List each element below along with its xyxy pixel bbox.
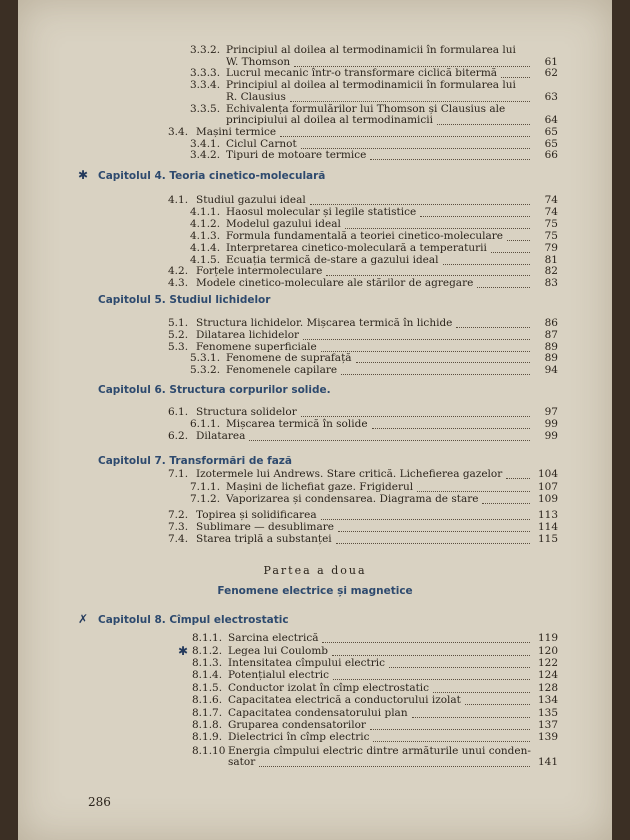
toc-entry-page: 79 <box>544 241 558 254</box>
toc-entry-title: Capacitatea electrică a conductorului izolat <box>228 694 461 706</box>
toc-entry-title: Haosul molecular și legile statistice <box>226 205 417 218</box>
page-number: 286 <box>88 795 111 809</box>
toc-entry-number: 7.1.2. <box>190 493 221 505</box>
dot-leader <box>389 666 530 668</box>
toc-entry-page: 124 <box>537 669 558 681</box>
toc-entry-title: Structura lichidelor. Mișcarea termică în lichide <box>196 317 453 329</box>
toc-entry-page: 75 <box>544 229 558 242</box>
toc-entry-number: 4.1.3. <box>190 229 221 242</box>
toc-entry-page: 63 <box>544 90 558 103</box>
toc-entry-title: Vaporizarea și condensarea. Diagrama de stare <box>226 493 479 505</box>
toc-entry-page: 89 <box>544 340 558 353</box>
toc-entry-page: 81 <box>544 253 558 266</box>
toc-entry-title: Interpretarea cinetico-moleculară a temperaturii <box>226 241 487 254</box>
toc-entry-title: R. Clausius <box>226 90 286 103</box>
toc-entry-title: Izotermele lui Andrews. Stare critică. Lichefierea gazelor <box>196 468 503 480</box>
toc-entry-number: 8.1.3. <box>192 657 223 669</box>
handwritten-mark: ✗ <box>78 612 89 626</box>
dot-leader <box>370 728 530 730</box>
dot-leader <box>356 361 530 363</box>
toc-entry-number: 4.1.5. <box>190 253 221 266</box>
toc-entry-title: Mișcarea termică în solide <box>226 417 368 430</box>
toc-entry-page: 109 <box>537 493 558 505</box>
toc-entry-number: 8.1.4. <box>192 669 223 681</box>
toc-entry-page: 122 <box>537 657 558 669</box>
toc-entry-number: 5.3.2. <box>190 364 221 377</box>
dot-leader <box>259 765 530 767</box>
toc-entry-page: 134 <box>537 694 558 706</box>
dot-leader <box>301 147 530 149</box>
dot-leader <box>301 415 530 417</box>
toc-entry-title: Sarcina electrică <box>228 632 319 644</box>
toc-entry-number: 3.4. <box>168 125 189 138</box>
toc-entry-title: Mașini termice <box>196 125 277 138</box>
toc-entry-number: 4.1. <box>168 194 189 206</box>
dot-leader <box>373 740 530 742</box>
toc-entry-page: 99 <box>544 429 558 442</box>
dot-leader <box>443 263 530 265</box>
toc-entry-title: Gruparea condensatorilor <box>228 719 366 731</box>
toc-entry-page: 65 <box>544 125 558 138</box>
dot-leader <box>507 239 530 241</box>
toc-entry-page: 113 <box>537 509 558 521</box>
toc-entry-title: Modelul gazului ideal <box>226 217 341 230</box>
toc-entry-title: Echivalența formulărilor lui Thomson și Clausius ale <box>226 102 506 115</box>
toc-entry-number: 6.1. <box>168 406 189 418</box>
toc-entry-title: Sublimare — desublimare <box>196 521 334 533</box>
toc-entry-page: 65 <box>544 137 558 150</box>
handwritten-mark: ✱ <box>178 644 189 658</box>
dot-leader <box>326 274 530 276</box>
dot-leader <box>491 251 530 253</box>
dot-leader <box>417 490 530 492</box>
dot-leader <box>322 641 530 643</box>
toc-entry-number: 7.2. <box>168 509 189 521</box>
toc-entry-number: 8.1.6. <box>192 694 223 706</box>
toc-entry-title: Topirea și solidificarea <box>196 509 317 521</box>
toc-entry-number: 4.3. <box>168 277 189 290</box>
dot-leader <box>338 530 530 532</box>
toc-entry-number: 8.1.9. <box>192 731 223 743</box>
chapter-heading: Capitolul 5. Studiul lichidelor <box>98 294 271 306</box>
toc-entry-page: 115 <box>537 533 558 545</box>
toc-entry-page: 135 <box>537 707 558 719</box>
toc-entry-number: 7.1. <box>168 468 189 480</box>
toc-entry-title: Fenomenele capilare <box>226 364 338 377</box>
toc-entry-title: Dilatarea lichidelor <box>196 328 300 341</box>
toc-entry-number: 6.2. <box>168 429 189 442</box>
toc-entry-title: Fenomene superficiale <box>196 340 317 353</box>
toc-entry-title: Forțele intermoleculare <box>196 265 323 278</box>
toc-entry-page: 89 <box>544 352 558 365</box>
dot-leader <box>332 654 530 656</box>
toc-entry-page: 114 <box>537 521 558 533</box>
toc-entry-number: 6.1.1. <box>190 417 221 430</box>
toc-entry-page: 83 <box>544 277 558 290</box>
toc-entry-title: Lucrul mecanic într-o transformare ciclică bitermă <box>226 67 498 80</box>
dot-leader <box>506 477 530 479</box>
toc-entry-number: 3.3.5. <box>190 102 221 115</box>
toc-entry-page: 137 <box>537 719 558 731</box>
dot-leader <box>372 427 530 429</box>
toc-entry-title: Conductor izolat în cîmp electrostatic <box>228 682 430 694</box>
toc-entry-number: 8.1.5. <box>192 682 223 694</box>
toc-entry-title: Formula fundamentală a teoriei cinetico-moleculare <box>226 229 504 242</box>
toc-entry-title: Legea lui Coulomb <box>228 645 329 657</box>
toc-entry-title: Principiul al doilea al termodinamicii în formularea lui <box>226 79 516 92</box>
dot-leader <box>465 703 530 705</box>
toc-entry-title: principiului al doilea al termodinamicii <box>226 114 433 127</box>
toc-entry-page: 99 <box>544 417 558 430</box>
dot-leader <box>280 135 530 137</box>
dot-leader <box>456 326 530 328</box>
toc-entry-title: Mașini de lichefiat gaze. Frigiderul <box>226 481 414 493</box>
toc-entry-title: sator <box>228 756 256 768</box>
toc-entry-number: 5.2. <box>168 328 189 341</box>
toc-entry-page: 119 <box>537 632 558 644</box>
toc-entry-title: Starea triplă a substanței <box>196 533 332 545</box>
toc-entry-page: 64 <box>544 114 558 127</box>
toc-entry-number: 3.3.2. <box>190 44 221 56</box>
dot-leader <box>333 678 530 680</box>
toc-entry-title: Intensitatea cîmpului electric <box>228 657 386 669</box>
toc-entry-number: 8.1.10 <box>192 745 226 757</box>
dot-leader <box>249 439 530 441</box>
toc-entry-number: 3.3.3. <box>190 67 221 80</box>
dot-leader <box>482 502 530 504</box>
chapter-heading: Capitolul 7. Transformări de fază <box>98 455 292 467</box>
toc-entry-title: Studiul gazului ideal <box>196 194 306 206</box>
toc-entry-page: 97 <box>544 406 558 418</box>
dot-leader <box>290 100 530 102</box>
toc-entry-page: 82 <box>544 265 558 278</box>
toc-entry-number: 8.1.2. <box>192 645 223 657</box>
toc-entry-page: 120 <box>537 645 558 657</box>
toc-entry-page: 74 <box>544 194 558 206</box>
toc-entry-number: 5.3.1. <box>190 352 221 365</box>
dot-leader <box>336 542 530 544</box>
toc-entry-page: 128 <box>537 682 558 694</box>
chapter-heading: Capitolul 6. Structura corpurilor solide. <box>98 384 331 396</box>
toc-entry-title: Structura solidelor <box>196 406 297 418</box>
handwritten-mark: ✱ <box>78 168 89 182</box>
dot-leader <box>310 203 530 205</box>
toc-entry-number: 3.4.1. <box>190 137 221 150</box>
toc-entry-number: 4.2. <box>168 265 189 278</box>
toc-entry-number: 8.1.1. <box>192 632 223 644</box>
toc-entry-title: Capacitatea condensatorului plan <box>228 707 408 719</box>
toc-entry-page: 86 <box>544 317 558 329</box>
part-subtitle: Fenomene electrice și magnetice <box>217 585 413 597</box>
toc-entry-title: Fenomene de suprafață <box>226 352 352 365</box>
dot-leader <box>437 123 530 125</box>
dot-leader <box>420 215 530 217</box>
toc-entry-title: Ecuația termică de-stare a gazului ideal <box>226 253 439 266</box>
chapter-heading: Capitolul 4. Teoria cinetico-moleculară <box>98 170 326 182</box>
toc-entry-title: Energia cîmpului electric dintre armăturile unui conden- <box>228 745 531 757</box>
toc-entry-number: 4.1.2. <box>190 217 221 230</box>
toc-entry-number: 5.1. <box>168 317 189 329</box>
toc-entry-page: 74 <box>544 205 558 218</box>
toc-entry-title: Dilatarea <box>196 429 246 442</box>
toc-entry-number: 8.1.7. <box>192 707 223 719</box>
toc-entry-page: 61 <box>544 55 558 68</box>
toc-entry-page: 75 <box>544 217 558 230</box>
toc-entry-title: Tipuri de motoare termice <box>226 149 367 162</box>
toc-entry-number: 3.3.4. <box>190 79 221 92</box>
toc-entry-page: 66 <box>544 149 558 162</box>
part-title: Partea a doua <box>263 564 367 577</box>
dot-leader <box>294 65 530 67</box>
toc-entry-number: 4.1.1. <box>190 205 221 218</box>
toc-entry-title: Dielectrici în cîmp electric <box>228 731 370 743</box>
book-page <box>18 0 612 840</box>
dot-leader <box>321 350 530 352</box>
dot-leader <box>345 227 530 229</box>
toc-entry-number: 7.3. <box>168 521 189 533</box>
toc-entry-number: 5.3. <box>168 340 189 353</box>
toc-entry-page: 107 <box>537 481 558 493</box>
toc-entry-number: 7.1.1. <box>190 481 221 493</box>
dot-leader <box>370 158 530 160</box>
toc-entry-title: W. Thomson <box>226 55 291 68</box>
toc-entry-number: 8.1.8. <box>192 719 223 731</box>
dot-leader <box>501 76 530 78</box>
toc-entry-number: 7.4. <box>168 533 189 545</box>
toc-entry-page: 62 <box>544 67 558 80</box>
toc-entry-number: 4.1.4. <box>190 241 221 254</box>
chapter-heading: Capitolul 8. Cîmpul electrostatic <box>98 614 289 626</box>
toc-entry-title: Potențialul electric <box>228 669 329 681</box>
toc-entry-title: Principiul al doilea al termodinamicii în formularea lui <box>226 44 516 56</box>
toc-entry-title: Ciclul Carnot <box>226 137 297 150</box>
toc-entry-page: 139 <box>537 731 558 743</box>
toc-entry-title: Modele cinetico-moleculare ale stărilor de agregare <box>196 277 474 290</box>
toc-entry-page: 104 <box>537 468 558 480</box>
dot-leader <box>303 338 530 340</box>
toc-entry-page: 94 <box>544 364 558 377</box>
toc-entry-number: 3.4.2. <box>190 149 221 162</box>
dot-leader <box>321 518 530 520</box>
dot-leader <box>477 286 530 288</box>
dot-leader <box>433 691 530 693</box>
dot-leader <box>341 373 530 375</box>
toc-entry-page: 141 <box>537 756 558 768</box>
dot-leader <box>412 716 530 718</box>
toc-entry-page: 87 <box>544 328 558 341</box>
